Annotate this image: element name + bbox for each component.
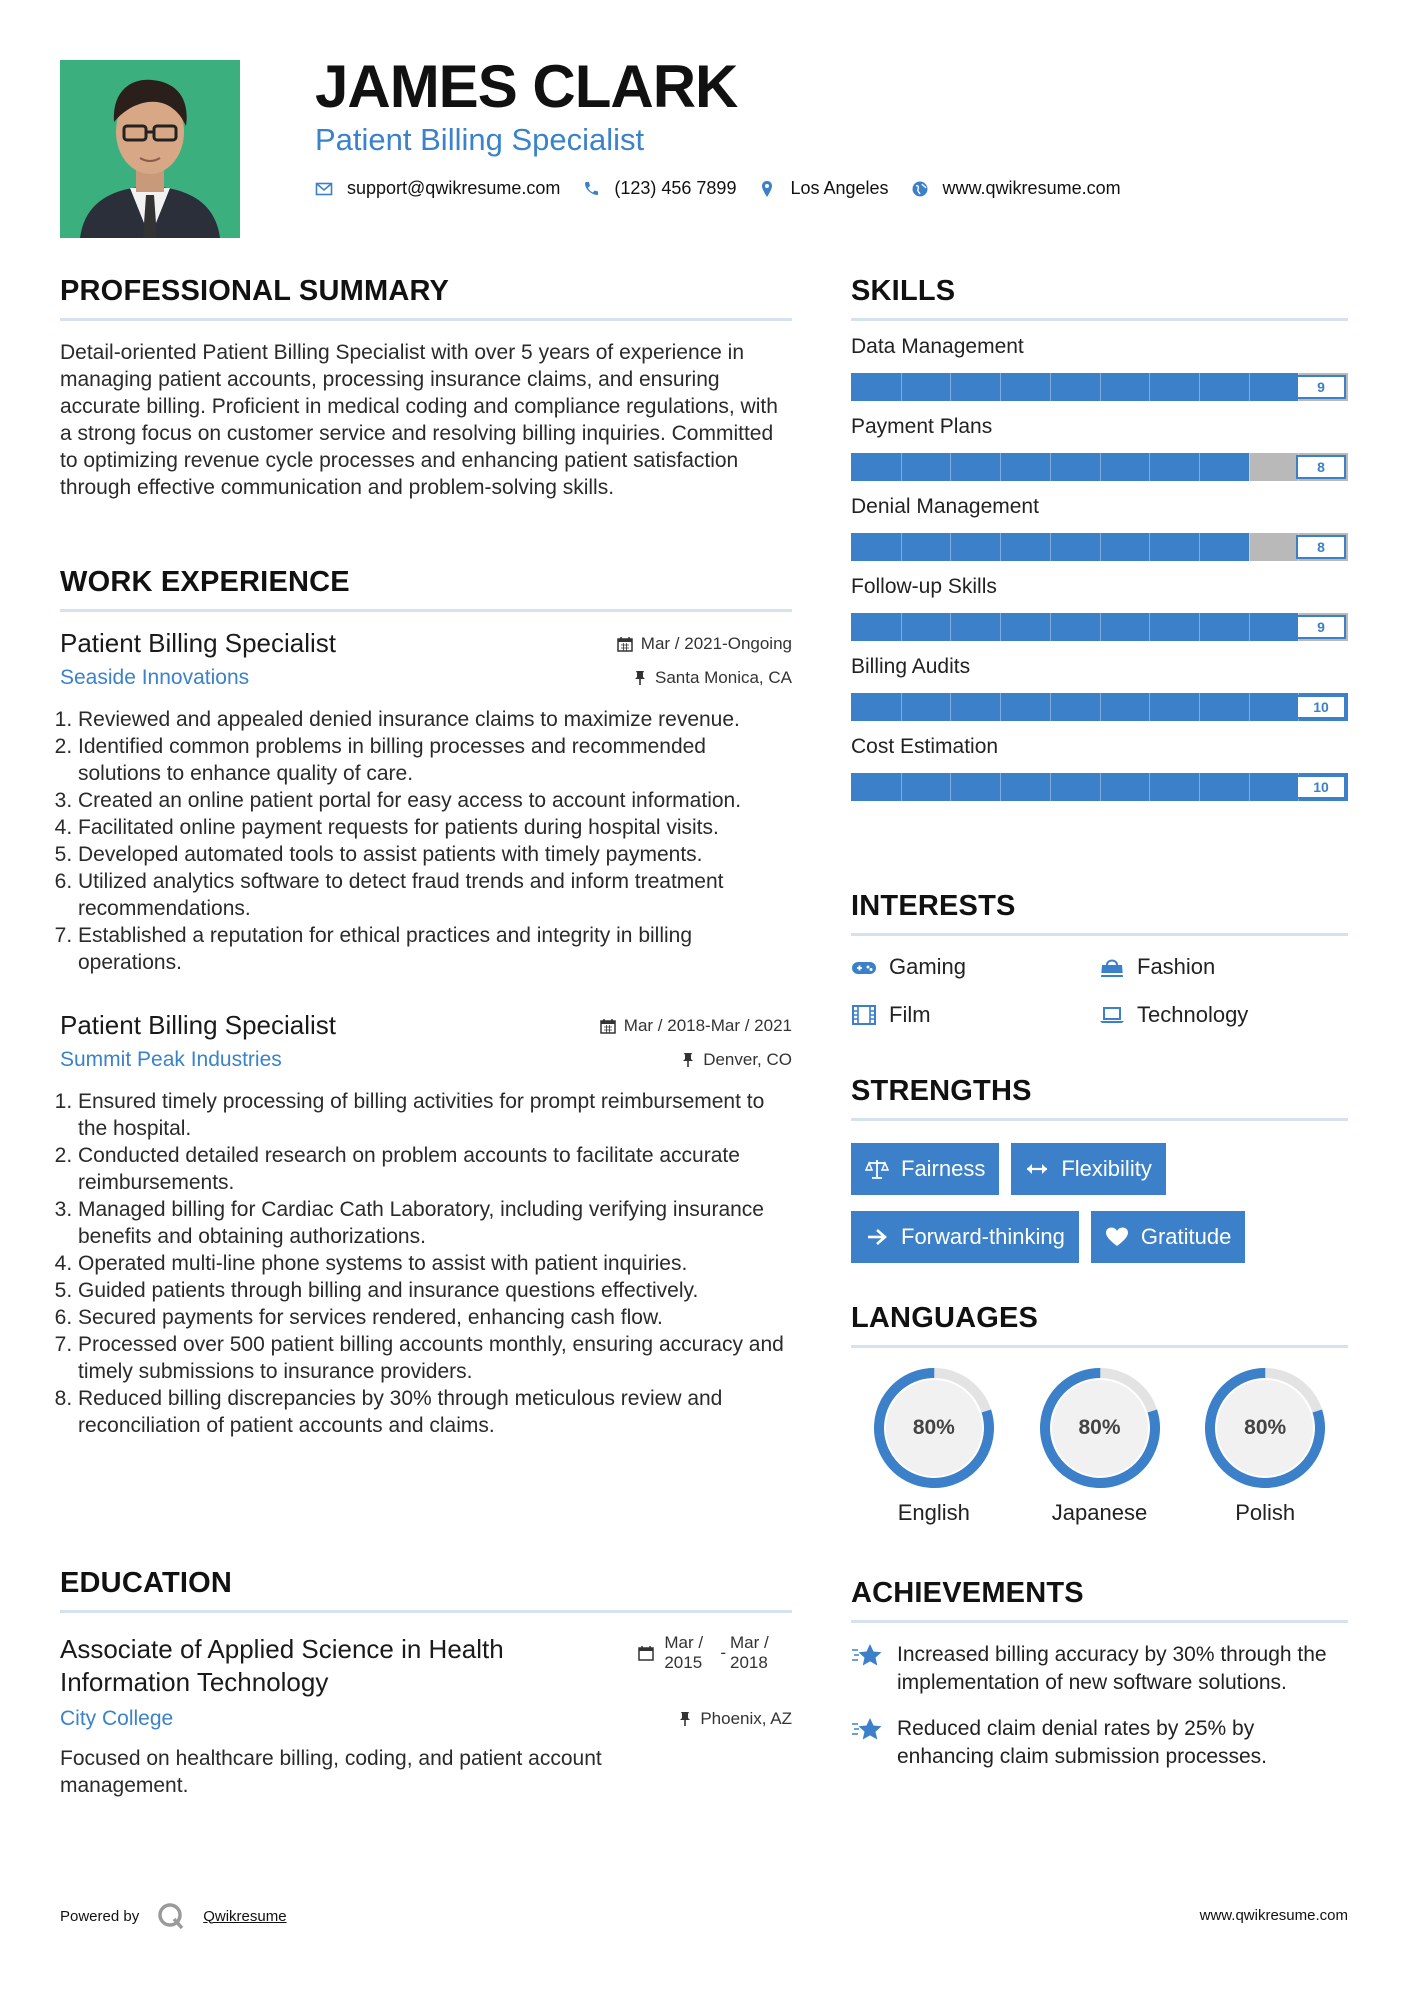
skill-name: Cost Estimation xyxy=(851,735,999,758)
strengths-heading: STRENGTHS xyxy=(851,1075,1032,1107)
achievement-item xyxy=(851,1641,1348,1697)
pushpin-icon xyxy=(681,1052,695,1068)
interest-item xyxy=(1099,954,1347,980)
experience-heading: WORK EXPERIENCE xyxy=(60,566,350,598)
envelope-icon xyxy=(315,180,333,198)
skill-item xyxy=(851,655,1348,721)
skill-bar-segment xyxy=(1149,373,1150,401)
skill-bar-segment xyxy=(1249,453,1250,481)
interest-label: Technology xyxy=(1137,1002,1249,1027)
skill-name: Denial Management xyxy=(851,495,1039,518)
skill-bar-segment xyxy=(901,693,902,721)
skill-bar-segment xyxy=(901,613,902,641)
skill-bar-segment xyxy=(901,373,902,401)
skill-bar-segment xyxy=(1050,773,1051,801)
skill-bar-segment xyxy=(1249,773,1250,801)
skill-bar-segment xyxy=(950,613,951,641)
interests-section xyxy=(851,890,1348,1028)
interest-item xyxy=(851,954,1099,980)
skill-bar-segment xyxy=(950,533,951,561)
education-end: Mar / 2018 xyxy=(730,1633,769,1672)
strength-tag xyxy=(1011,1143,1165,1195)
skill-bar-segment xyxy=(1050,453,1051,481)
education-date-dash: - xyxy=(720,1643,726,1662)
list-item: 7. Established a reputation for ethical practices and integrity in billing operations. xyxy=(78,922,792,976)
skill-bar-segment xyxy=(1149,453,1150,481)
degree-title: Associate of Applied Science in Health Information Technology xyxy=(60,1634,504,1697)
summary-section xyxy=(60,275,792,501)
section-divider xyxy=(851,1118,1348,1121)
skill-bar-segment xyxy=(1199,453,1200,481)
list-item: 6. Secured payments for services rendered, enhancing cash flow. xyxy=(78,1304,792,1331)
skill-item xyxy=(851,495,1348,561)
skill-bar xyxy=(851,453,1348,481)
skill-bar-segment xyxy=(950,773,951,801)
education-date xyxy=(638,1633,782,1673)
strength-label: Fairness xyxy=(901,1156,986,1181)
summary-text: Detail-oriented Patient Billing Specialist with over 5 years of experience in managing patient accounts, processing insurance claims, and ensuring accurate billing. Proficient in medical coding and compliance regulations, with a strong focus on customer service and resolving billing inquiries. Committed to optimizing revenue cycle processes and enhancing patient satisfaction through effective communication and problem-solving skills. xyxy=(60,341,778,499)
skill-score: 9 xyxy=(1296,375,1346,399)
skill-name: Data Management xyxy=(851,335,1024,358)
skill-bar-segment xyxy=(1249,613,1250,641)
profile-photo xyxy=(60,60,240,238)
language-item xyxy=(1017,1366,1183,1526)
contact-bar xyxy=(315,178,1143,199)
job-duties xyxy=(60,706,792,976)
skill-bar xyxy=(851,373,1348,401)
section-divider xyxy=(60,609,792,612)
skill-bar-segment xyxy=(1249,373,1250,401)
phone-icon xyxy=(582,180,600,198)
skill-bar-segment xyxy=(1149,773,1150,801)
skill-bar-fill xyxy=(851,613,1298,641)
skill-bar-segment xyxy=(1199,533,1200,561)
arrow-right-icon xyxy=(865,1226,889,1248)
skill-bar-segment xyxy=(901,533,902,561)
list-item: 2. Conducted detailed research on problem accounts to facilitate accurate reimbursements. xyxy=(78,1142,792,1196)
job-company: Seaside Innovations xyxy=(60,666,250,689)
list-item: 3. Created an online patient portal for easy access to account information. xyxy=(78,787,792,814)
skill-bar xyxy=(851,693,1348,721)
heart-icon xyxy=(1105,1226,1129,1248)
experience-section xyxy=(60,566,792,1439)
skill-bar-segment xyxy=(1000,373,1001,401)
skill-bar-segment xyxy=(1199,773,1200,801)
skill-score: 9 xyxy=(1296,615,1346,639)
contact-website[interactable] xyxy=(911,178,1121,199)
skill-bar-segment xyxy=(1000,693,1001,721)
email-text: support@qwikresume.com xyxy=(347,178,561,198)
list-item: 8. Reduced billing discrepancies by 30% through meticulous review and reconciliation of patient accounts and claims. xyxy=(78,1385,792,1439)
achievement-text: Increased billing accuracy by 30% through the implementation of new software solutions. xyxy=(897,1643,1327,1694)
skill-bar-segment xyxy=(901,453,902,481)
section-divider xyxy=(60,318,792,321)
candidate-name: JAMES CLARK xyxy=(315,53,738,120)
powered-by-text: Powered by xyxy=(60,1907,140,1925)
list-item: 6. Utilized analytics software to detect fraud trends and inform treatment recommendations. xyxy=(78,868,792,922)
shopping-bag-icon xyxy=(1099,956,1125,978)
job-date xyxy=(617,634,792,654)
skill-bar-segment xyxy=(1100,693,1101,721)
interest-item xyxy=(851,1002,1099,1028)
pushpin-icon xyxy=(633,670,647,686)
skill-bar-segment xyxy=(1100,613,1101,641)
section-divider xyxy=(851,933,1348,936)
globe-icon xyxy=(911,180,929,198)
list-item: 3. Managed billing for Cardiac Cath Laboratory, including verifying insurance benefits and obtaining authorizations. xyxy=(78,1196,792,1250)
skill-item xyxy=(851,735,1348,801)
location-text: Los Angeles xyxy=(790,178,889,198)
interest-label: Gaming xyxy=(889,954,967,979)
skill-score: 8 xyxy=(1296,455,1346,479)
education-section xyxy=(60,1567,792,1799)
skill-bar-segment xyxy=(1199,373,1200,401)
job-location-text: Denver, CO xyxy=(703,1050,792,1069)
skill-bar-segment xyxy=(1000,453,1001,481)
list-item: 2. Identified common problems in billing processes and recommended solutions to enhance quality of care. xyxy=(78,733,792,787)
contact-phone[interactable] xyxy=(582,178,736,199)
achievement-item xyxy=(851,1715,1348,1771)
calendar-icon xyxy=(617,636,633,652)
skill-bar-segment xyxy=(1249,533,1250,561)
language-percent: 80% xyxy=(1078,1416,1121,1439)
candidate-title: Patient Billing Specialist xyxy=(315,122,645,157)
languages-section xyxy=(851,1302,1348,1526)
skill-bar-segment xyxy=(1249,693,1250,721)
list-item: 4. Operated multi-line phone systems to assist with patient inquiries. xyxy=(78,1250,792,1277)
footer-url[interactable]: www.qwikresume.com xyxy=(1199,1907,1348,1924)
strength-tag xyxy=(1091,1211,1246,1263)
skill-bar-segment xyxy=(1199,693,1200,721)
skill-bar-segment xyxy=(1149,693,1150,721)
skill-name: Follow-up Skills xyxy=(851,575,997,598)
phone-text: (123) 456 7899 xyxy=(614,178,737,198)
skill-bar-fill xyxy=(851,373,1298,401)
languages-heading: LANGUAGES xyxy=(851,1302,1039,1334)
skill-bar-segment xyxy=(1050,693,1051,721)
skill-item xyxy=(851,335,1348,401)
skill-name: Payment Plans xyxy=(851,415,993,438)
achievements-heading: ACHIEVEMENTS xyxy=(851,1577,1084,1609)
school-location xyxy=(678,1709,792,1729)
contact-location xyxy=(758,178,888,199)
contact-email[interactable] xyxy=(315,178,560,199)
list-item: 5. Developed automated tools to assist patients with timely payments. xyxy=(78,841,792,868)
education-heading: EDUCATION xyxy=(60,1567,233,1599)
skill-bar xyxy=(851,613,1348,641)
job-date-text: Mar / 2021-Ongoing xyxy=(640,634,792,653)
interest-label: Film xyxy=(889,1002,931,1027)
language-item xyxy=(851,1366,1017,1526)
laptop-icon xyxy=(1099,1004,1125,1026)
section-divider xyxy=(60,1610,792,1613)
skill-bar-segment xyxy=(950,693,951,721)
film-icon xyxy=(851,1004,877,1026)
brand-link[interactable]: Qwikresume xyxy=(203,1907,287,1925)
job-entry xyxy=(60,1010,792,1439)
language-percent: 80% xyxy=(912,1416,955,1439)
arrows-horizontal-icon xyxy=(1025,1158,1049,1180)
list-item: 5. Guided patients through billing and insurance questions effectively. xyxy=(78,1277,792,1304)
job-entry xyxy=(60,628,792,976)
language-item xyxy=(1182,1366,1348,1526)
job-title: Patient Billing Specialist xyxy=(60,628,337,658)
job-title: Patient Billing Specialist xyxy=(60,1010,337,1040)
calendar-icon xyxy=(600,1018,616,1034)
strength-label: Forward-thinking xyxy=(901,1224,1065,1249)
school-name: City College xyxy=(60,1707,174,1730)
strength-label: Flexibility xyxy=(1061,1156,1152,1181)
skill-bar-segment xyxy=(1100,533,1101,561)
skill-score: 10 xyxy=(1296,695,1346,719)
interest-item xyxy=(1099,1002,1347,1028)
job-date xyxy=(600,1016,792,1036)
education-description: Focused on healthcare billing, coding, and patient account management. xyxy=(60,1747,602,1797)
list-item: 4. Facilitated online payment requests for patients during hospital visits. xyxy=(78,814,792,841)
skill-item xyxy=(851,415,1348,481)
footer-powered-by xyxy=(60,1902,287,1930)
skill-bar-segment xyxy=(950,373,951,401)
skills-section xyxy=(851,275,1348,801)
achievement-text: Reduced claim denial rates by 25% by enhancing claim submission processes. xyxy=(897,1717,1268,1768)
skill-bar-segment xyxy=(1100,373,1101,401)
skill-bar-segment xyxy=(1050,373,1051,401)
skill-bar-segment xyxy=(1199,613,1200,641)
skill-bar-segment xyxy=(1100,773,1101,801)
skill-score: 10 xyxy=(1296,775,1346,799)
language-name: English xyxy=(897,1500,970,1525)
skill-bar-segment xyxy=(1000,533,1001,561)
strength-tag xyxy=(851,1211,1079,1263)
website-text: www.qwikresume.com xyxy=(942,178,1121,198)
job-date-text: Mar / 2018-Mar / 2021 xyxy=(623,1016,792,1035)
list-item: 1. Ensured timely processing of billing activities for prompt reimbursement to the hospital. xyxy=(78,1088,792,1142)
interests-heading: INTERESTS xyxy=(851,890,1016,922)
skill-bar-segment xyxy=(1149,533,1150,561)
scale-icon xyxy=(865,1158,889,1180)
education-start: Mar / 2015 xyxy=(664,1633,704,1672)
section-divider xyxy=(851,318,1348,321)
strength-label: Gratitude xyxy=(1140,1224,1232,1249)
section-divider xyxy=(851,1345,1348,1348)
qwikresume-logo-icon xyxy=(157,1902,185,1930)
skill-bar-segment xyxy=(1000,613,1001,641)
skill-item xyxy=(851,575,1348,641)
skill-bar xyxy=(851,533,1348,561)
gamepad-icon xyxy=(851,956,877,978)
job-duties xyxy=(60,1088,792,1439)
job-location xyxy=(633,668,792,688)
list-item: 1. Reviewed and appealed denied insurance claims to maximize revenue. xyxy=(78,706,792,733)
skills-heading: SKILLS xyxy=(851,275,956,307)
star-badge-icon xyxy=(851,1641,885,1671)
skill-bar-segment xyxy=(1100,453,1101,481)
skill-bar xyxy=(851,773,1348,801)
star-badge-icon xyxy=(851,1715,885,1745)
strengths-section xyxy=(851,1075,1348,1263)
skill-score: 8 xyxy=(1296,535,1346,559)
job-location xyxy=(681,1050,792,1070)
job-company: Summit Peak Industries xyxy=(60,1048,282,1071)
section-divider xyxy=(851,1620,1348,1623)
summary-heading: PROFESSIONAL SUMMARY xyxy=(60,275,450,307)
map-pin-icon xyxy=(758,180,776,198)
list-item: 7. Processed over 500 patient billing accounts monthly, ensuring accuracy and timely submissions to insurance providers. xyxy=(78,1331,792,1385)
skill-bar-segment xyxy=(950,453,951,481)
skill-bar-segment xyxy=(1050,533,1051,561)
language-name: Polish xyxy=(1235,1500,1296,1525)
calendar-icon xyxy=(638,1645,654,1661)
skill-bar-segment xyxy=(1000,773,1001,801)
job-location-text: Santa Monica, CA xyxy=(654,668,792,687)
skill-bar-segment xyxy=(901,773,902,801)
interest-label: Fashion xyxy=(1137,954,1216,979)
strength-tag xyxy=(851,1143,999,1195)
skill-bar-segment xyxy=(1149,613,1150,641)
skill-bar-segment xyxy=(1050,613,1051,641)
pushpin-icon xyxy=(678,1711,692,1727)
school-location-text: Phoenix, AZ xyxy=(700,1709,792,1728)
language-percent: 80% xyxy=(1244,1416,1287,1439)
language-name: Japanese xyxy=(1051,1500,1148,1525)
skill-name: Billing Audits xyxy=(851,655,971,678)
achievements-section xyxy=(851,1577,1348,1771)
